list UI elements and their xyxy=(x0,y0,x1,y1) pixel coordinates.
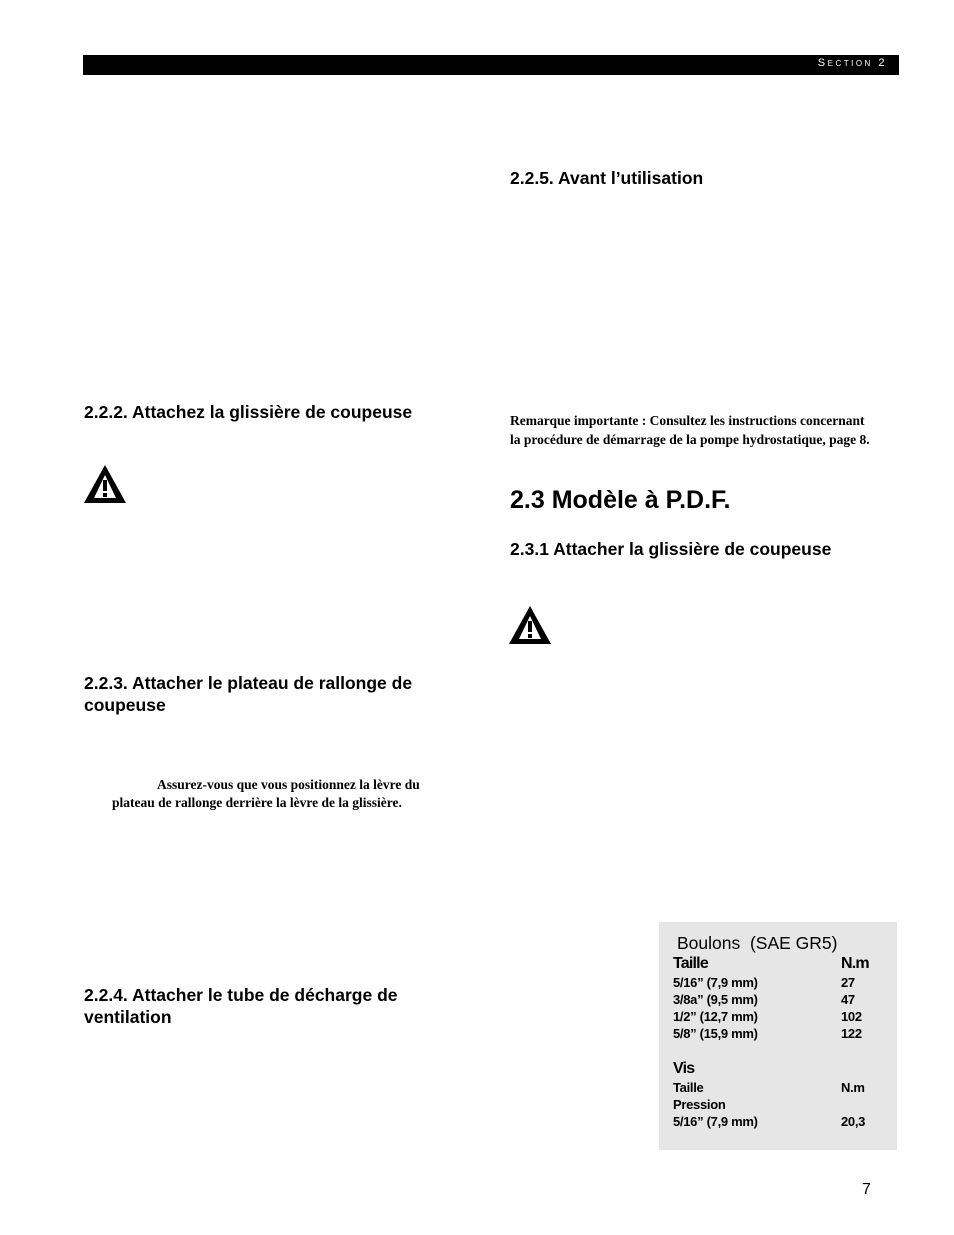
heading-2-3: 2.3 Modèle à P.D.F. xyxy=(510,486,731,514)
warning-triangle-icon xyxy=(83,464,127,509)
bolt-torque: 27 xyxy=(841,975,855,990)
important-note: Remarque importante : Consultez les instructions concernant la procédure de démarrage de la pompe hydrostatique, page 8. xyxy=(510,413,870,447)
page-number: 7 xyxy=(862,1181,871,1198)
bolt-size: 1/2” (12,7 mm) xyxy=(673,1009,758,1024)
bolt-torque: 47 xyxy=(841,992,855,1007)
screw-torque: 20,3 xyxy=(841,1114,866,1129)
screws-size-header: Taille xyxy=(673,1080,704,1095)
bolt-size: 5/8” (15,9 mm) xyxy=(673,1026,758,1041)
screws-torque-header: N.m xyxy=(841,1080,865,1095)
heading-2-3-1: 2.3.1 Attacher la glissière de coupeuse xyxy=(510,539,832,559)
bolt-size: 3/8a” (9,5 mm) xyxy=(673,992,758,1007)
bolt-torque: 122 xyxy=(841,1026,862,1041)
screws-pressure-header: Pression xyxy=(673,1097,726,1112)
heading-2-2-3: 2.2.3. Attacher le plateau de rallonge de coupeuse xyxy=(84,673,413,715)
bolts-torque-header: N.m xyxy=(841,955,869,972)
note-2-2-3-line1: Assurez-vous que vous positionnez la lèvre du xyxy=(157,777,420,792)
section-label: Section 2 xyxy=(817,57,887,69)
screw-size: 5/16” (7,9 mm) xyxy=(673,1114,758,1129)
heading-2-2-5: 2.2.5. Avant l’utilisation xyxy=(510,168,704,188)
bolt-torque: 102 xyxy=(841,1009,862,1024)
bolts-size-header: Taille xyxy=(673,955,708,972)
section-header-bar xyxy=(83,55,899,75)
heading-2-2-2: 2.2.2. Attachez la glissière de coupeuse xyxy=(84,402,413,422)
torque-table xyxy=(659,922,897,1150)
torque-table-title: Boulons (SAE GR5) xyxy=(677,933,838,953)
screws-title-text: Vis xyxy=(673,1060,695,1077)
heading-2-2-4: 2.2.4. Attacher le tube de décharge de ventilation xyxy=(84,985,398,1027)
note-2-2-3-line2: plateau de rallonge derrière la lèvre de la glissière. xyxy=(112,795,402,810)
bolt-size: 5/16” (7,9 mm) xyxy=(673,975,758,990)
warning-triangle-icon xyxy=(508,605,552,650)
